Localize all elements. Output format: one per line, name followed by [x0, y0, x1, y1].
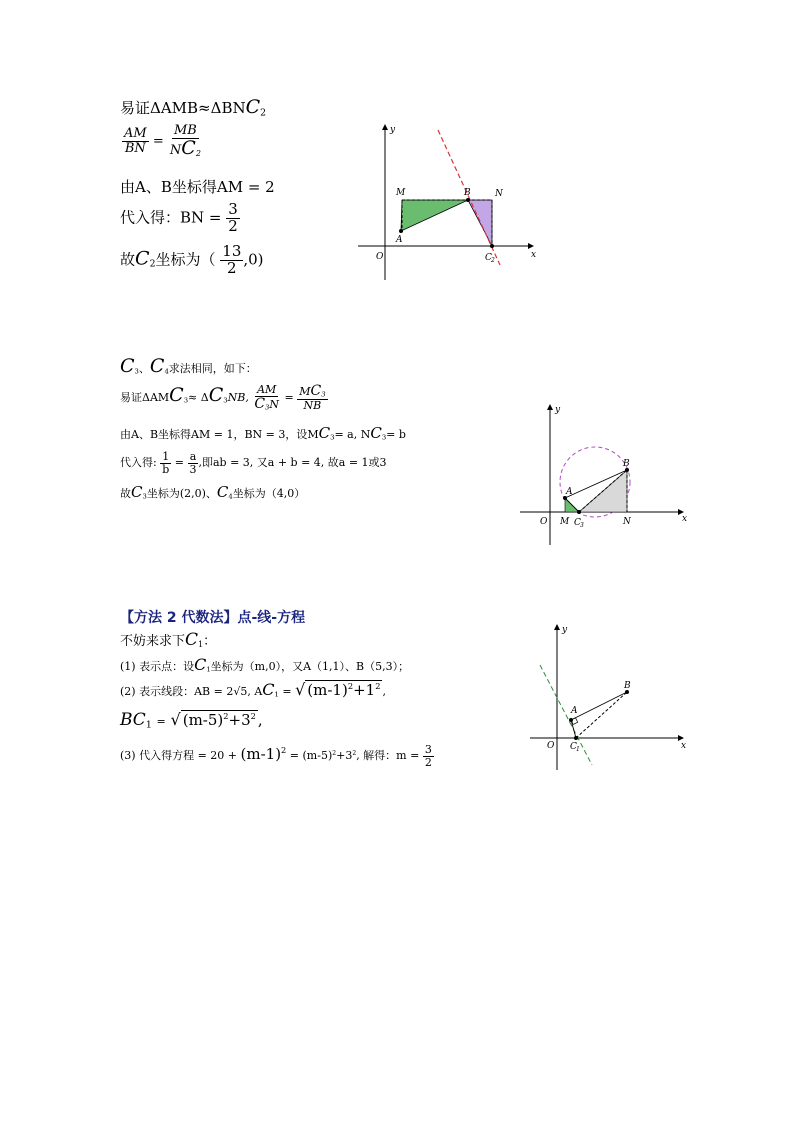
s1-line4-frac [226, 202, 240, 235]
s3-line4-bc: BC [120, 710, 146, 730]
s3-line3-end: , [382, 685, 386, 698]
fig3-point-a [569, 718, 573, 722]
s2-line2-f2-den: NB [303, 399, 322, 413]
fig1-a-label: A [396, 235, 403, 245]
s3-line5-sup1: 2 [281, 745, 287, 756]
s2-line2-frac2 [297, 384, 327, 411]
s1-den-sub: 2 [195, 148, 201, 158]
s1-line4 [120, 202, 240, 235]
figure-3 [520, 620, 690, 775]
s2-line3 [120, 424, 406, 442]
s3-line2-b: 坐标为（m,0），又A（1,1）、B（5,3）； [210, 660, 410, 673]
s3-line5-sup2: 2 [332, 749, 337, 757]
fig2-c-sub: 3 [580, 522, 584, 529]
s1-line5-mid: 坐标为（ [155, 250, 216, 269]
s1-frac-right-num: MB [173, 123, 197, 138]
fig3-line-a-c1 [571, 720, 576, 738]
s3-line5-sup3: 2 [352, 749, 357, 757]
s2-intro [120, 355, 257, 377]
s2-line4-f1-num: 1 [162, 450, 170, 463]
s2-intro-c3: C [120, 355, 135, 377]
s2-f1-den-sub: 3 [265, 403, 270, 412]
s2-line2-f1-num: AM [257, 383, 277, 397]
s3-line5-b: , 解得：m = [356, 749, 420, 763]
fig1-point-b [466, 198, 470, 202]
s2-line2-c2: C [208, 384, 224, 406]
s3-line1 [120, 630, 216, 650]
fig3-o-label: O [547, 741, 555, 751]
s2-f1-den-n: N [269, 397, 280, 411]
s1-line5-den: 2 [227, 258, 237, 277]
s1-den-c: C [181, 136, 196, 159]
s1-line5-num: 13 [222, 242, 242, 260]
fig2-y-label: y [555, 405, 561, 415]
s2-intro-c4: C [149, 355, 165, 377]
fig3-line-ab [571, 692, 627, 720]
s1-line4-prefix: 代入得：BN = [120, 208, 222, 227]
s2-f2-num-sub: 3 [321, 391, 326, 400]
s2-intro-text: 求法相同，如下： [168, 362, 257, 375]
s2-line4-eq: = [174, 456, 184, 470]
s1-line1-text: 易证ΔAMB≈ΔBN [120, 99, 246, 117]
s2-line5-b: 坐标为(2,0)、 [146, 487, 217, 500]
s1-line1-sub: 2 [260, 107, 267, 119]
fig1-c-label: C [485, 253, 492, 263]
s3-line1-c: C [185, 630, 199, 650]
fig1-x-label: x [531, 250, 537, 260]
fig2-n-label: N [623, 517, 631, 527]
s1-frac-right [168, 124, 203, 159]
s2-line5-a: 故 [120, 487, 131, 500]
fig3-a-label: A [571, 706, 578, 716]
s2-line4 [120, 451, 387, 475]
s3-line5-num: 3 [424, 743, 432, 756]
fig3-c-label: C [570, 742, 577, 752]
s1-line5 [120, 244, 264, 277]
s1-line5-suffix: ,0) [243, 250, 264, 269]
s1-line5-sub: 2 [149, 258, 156, 270]
s2-line4-frac2 [187, 451, 198, 475]
s2-line5-c-text: 坐标为（4,0） [232, 487, 306, 500]
s2-line2-sub: 3 [183, 396, 189, 405]
fig2-a-label: A [566, 487, 573, 497]
s3-line5-den: 2 [424, 755, 432, 769]
s3-line5-eq: = (m-5) [289, 749, 333, 763]
s2-line2 [120, 384, 328, 412]
s1-line1 [120, 96, 266, 118]
s2-line2-f1-den [252, 397, 281, 412]
s2-line5-sub2: 4 [228, 492, 233, 501]
s3-line4-sqrt: √ $(m-5)^2+3^2$ [170, 710, 256, 729]
s3-line1-sub: 1 [198, 640, 204, 649]
fig1-c-sub: 2 [491, 257, 495, 264]
s3-line5-a: (3) 代入得方程 = 20 + [120, 749, 237, 763]
fig3-c-sub: 1 [576, 746, 580, 753]
s3-line3-a: (2) 表示线段：AB = 2√5, A [120, 685, 263, 698]
s3-line5-m1-wrap [241, 745, 287, 763]
s2-intro-sub3: 3 [134, 367, 139, 376]
s2-line3-b: = a, N [334, 428, 371, 441]
s3-line5 [120, 744, 434, 768]
s3-line2-sub: 1 [206, 665, 211, 674]
s2-line4-suffix: ,即ab = 3, 又a + b = 4, 故a = 1或3 [198, 456, 387, 470]
s1-ratio [122, 124, 203, 159]
s3-line3 [120, 680, 386, 699]
s3-line3-c: C [262, 680, 275, 699]
fig1-b-label: B [464, 188, 471, 198]
s3-line4-sub: 1 [145, 719, 152, 731]
s3-line3-eq: = [282, 685, 292, 698]
s1-frac-right-den [168, 136, 203, 159]
fig2-o-label: O [540, 517, 548, 527]
s2-line3-sub2: 3 [381, 433, 387, 442]
s2-line2-frac1 [252, 384, 281, 411]
s2-line4-frac1 [160, 451, 171, 475]
s1-line5-prefix: 故 [120, 250, 136, 269]
s2-line4-prefix: 代入得: [120, 456, 157, 470]
s1-line3: 由A、B坐标得AM = 2 [120, 178, 275, 196]
s1-den-n: N [169, 142, 182, 158]
figure-2 [515, 400, 690, 550]
s2-line3-sub: 3 [330, 433, 335, 442]
s3-line1-prefix: 不妨来求下 [120, 634, 186, 649]
s1-ratio-eq: = [152, 133, 164, 149]
s3-line2 [120, 655, 409, 674]
s2-line5-c: C [131, 483, 143, 501]
s3-line4 [120, 710, 263, 730]
s2-line3-c2: C [370, 424, 382, 442]
s2-f2-num-c: C [310, 383, 322, 400]
s2-line2-c: C [169, 384, 184, 406]
fig3-dashed-c1-b [576, 692, 627, 738]
fig3-x-label: x [681, 741, 687, 751]
fig3-y-label: y [562, 625, 568, 635]
fig2-point-c3 [577, 510, 581, 514]
s3-line2-c: C [194, 655, 207, 674]
s3-line2-a: (1) 表示点：设 [120, 660, 195, 673]
fig2-c-label: C [574, 518, 581, 528]
s2-intro-sep: 、 [138, 362, 150, 375]
s3-line3-plus: +1 [353, 681, 376, 699]
s1-line1-c: C [245, 96, 261, 118]
s3-line4-eq: = [156, 715, 166, 728]
s3-line5-frac [423, 744, 434, 768]
s1-line5-c: C [135, 247, 150, 270]
s2-line2-f2-num [297, 384, 327, 400]
fig1-green-triangle [401, 200, 468, 231]
s2-line5 [120, 483, 305, 501]
s1-frac-left-num: AM [124, 126, 147, 142]
fig1-o-label: O [376, 252, 384, 262]
s2-line2-prefix: 易证ΔAM [120, 391, 170, 404]
s2-line4-f1-den: b [162, 462, 170, 476]
figure-1 [350, 120, 540, 285]
s2-line3-c: C [318, 424, 331, 442]
fig3-b-label: B [624, 681, 631, 691]
s2-line2-sub2: 3 [223, 396, 228, 405]
s3-line3-sup2: 2 [375, 681, 381, 692]
s3-heading: 【方法 2 代数法】点-线-方程 [120, 610, 306, 626]
s2-line4-f2-den: 3 [189, 462, 197, 476]
fig2-b-label: B [623, 459, 630, 469]
fig1-n-label: N [495, 189, 503, 199]
fig1-point-c2 [490, 244, 494, 248]
s3-line3-sub: 1 [274, 690, 279, 699]
s1-frac-left-den: BN [124, 140, 146, 156]
s1-line4-num: 3 [228, 200, 238, 218]
s3-line4-plus: +3 [228, 711, 251, 729]
s3-line1-suffix: ： [203, 634, 217, 649]
s3-line4-end: , [257, 711, 263, 729]
fig1-point-a [399, 229, 403, 233]
s2-f1-den-c: C [254, 395, 266, 412]
s2-line5-sub: 3 [142, 492, 147, 501]
s3-line4-rad: (m-5) [182, 711, 224, 729]
s3-line4-sup2: 2 [250, 711, 256, 722]
fig2-x-label: x [682, 514, 688, 524]
s2-f2-num-m: M [299, 385, 311, 399]
fig3-point-c1 [574, 736, 578, 740]
s2-line3-c-text: = b [386, 428, 406, 441]
s2-line2-eq: = [284, 391, 294, 404]
s2-line2-mid: ≈ Δ [188, 391, 209, 404]
s2-intro-sub4: 4 [164, 367, 169, 376]
s1-frac-left [122, 127, 149, 155]
s3-line4-sup1: 2 [223, 711, 229, 722]
s2-line5-c2: C [216, 483, 229, 501]
fig1-y-label: y [390, 125, 396, 135]
s2-line4-f2-num: a [189, 450, 197, 463]
fig1-m-label: M [396, 188, 406, 198]
s1-line4-den: 2 [228, 216, 238, 235]
s3-line5-m1: (m-1) [240, 745, 282, 764]
s3-line5-plus: +3 [336, 749, 353, 763]
s1-line5-frac [220, 244, 243, 277]
s3-line3-sqrt: √ $(m-1)^2+1^2$ [295, 680, 381, 699]
s3-line3-rad: (m-1) [307, 681, 348, 699]
s3-line3-sup1: 2 [347, 681, 354, 692]
s2-line3-a: 由A、B坐标得AM = 1，BN = 3，设M [120, 428, 319, 441]
s2-line2-nb: NB, [227, 391, 249, 404]
fig2-m-label: M [560, 517, 570, 527]
